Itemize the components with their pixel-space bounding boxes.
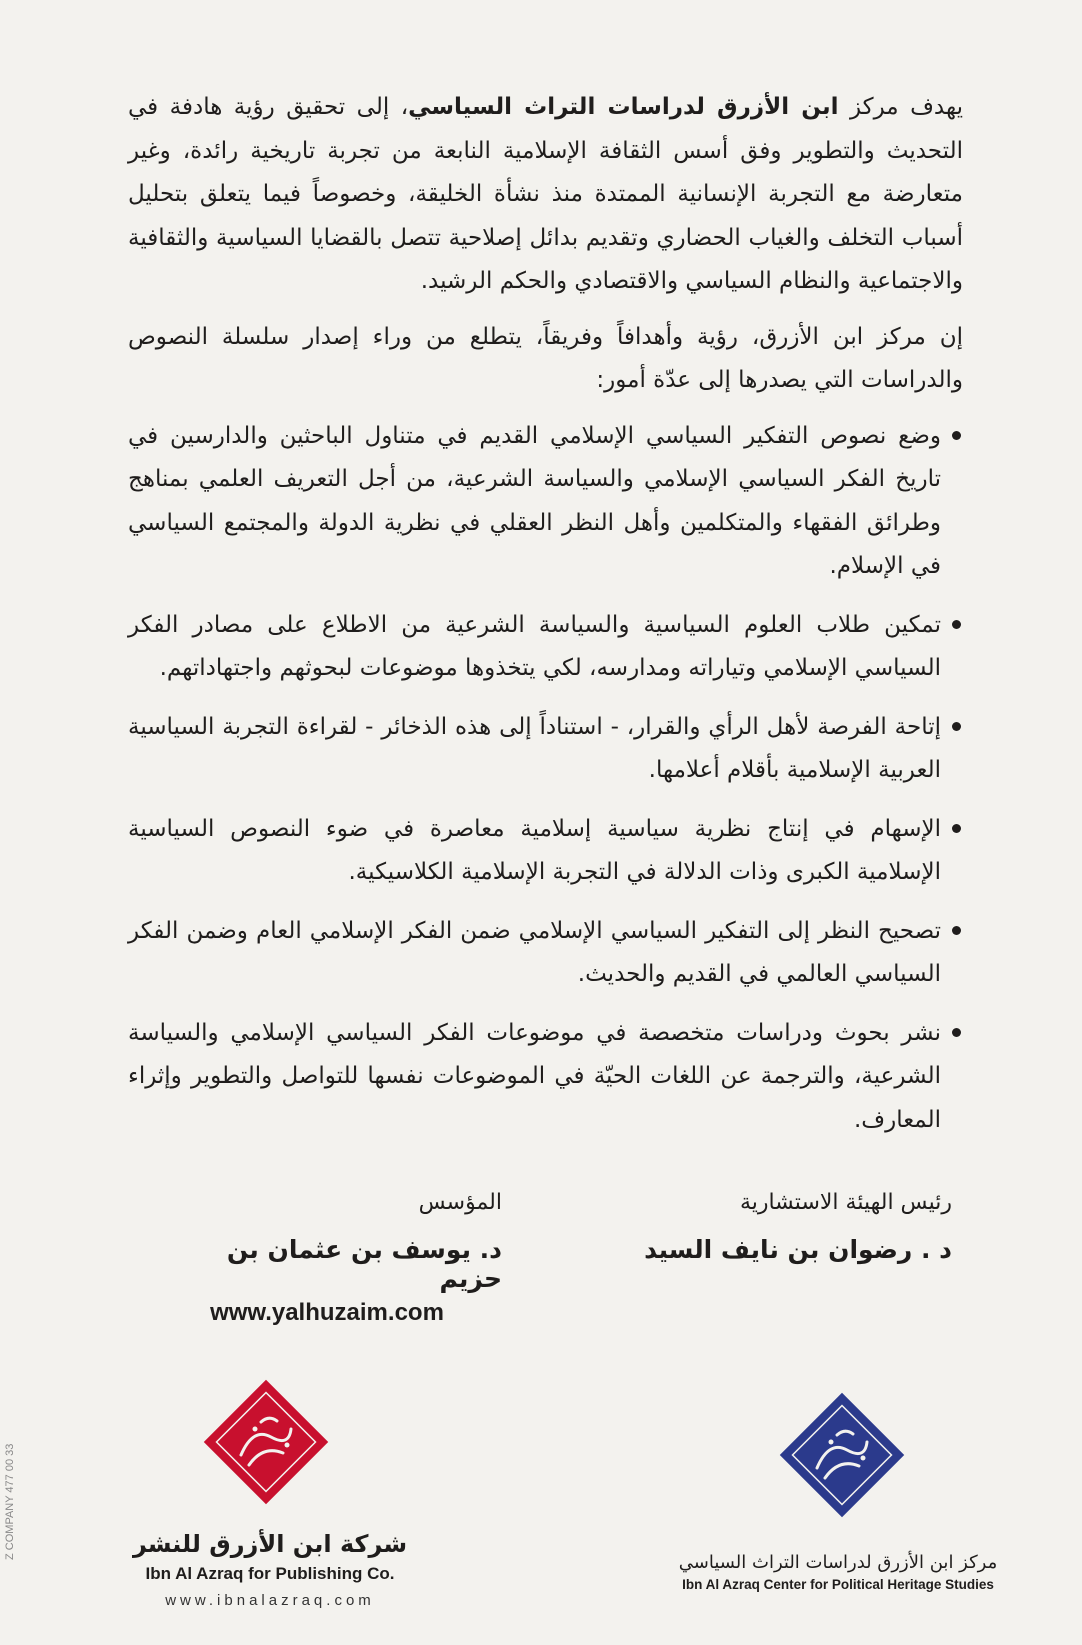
goal-item xyxy=(128,604,963,691)
goal-item xyxy=(128,415,963,589)
goals-list xyxy=(128,415,963,1143)
goal-text: الإسهام في إنتاج نظرية سياسية إسلامية معاصرة في ضوء النصوص السياسية الإسلامية الكبرى وذات الدلالة في التجربة الإسلامية الكلاسيكية. xyxy=(128,815,941,885)
goal-text: نشر بحوث ودراسات متخصصة في موضوعات الفكر السياسي الإسلامي والسياسة الشرعية، والترجمة عن اللغات الحيّة في الموضوعات نفسها للتواصل والتطوير وإثراء المعارف. xyxy=(128,1019,941,1133)
bullet-icon xyxy=(952,620,961,629)
intro-paragraph-2: إن مركز ابن الأزرق، رؤية وأهدافاً وفريقاً، يتطلع من وراء إصدار سلسلة النصوص والدراسات التي يصدرها إلى عدّة أمور: xyxy=(128,323,963,393)
founder-name: د. يوسف بن عثمان بن حزيم xyxy=(226,1235,502,1293)
founder-role: المؤسس xyxy=(418,1190,502,1215)
main-text xyxy=(128,86,963,1157)
bullet-icon xyxy=(952,722,961,731)
publisher-website-link[interactable]: www.ibnalazraq.com xyxy=(165,1592,375,1609)
goal-item xyxy=(128,910,963,997)
center-logo-icon xyxy=(767,1380,917,1530)
founder-website-link[interactable]: www.yalhuzaim.com xyxy=(210,1299,444,1326)
goal-text: إتاحة الفرصة لأهل الرأي والقرار، - استناداً إلى هذه الذخائر - لقراءة التجربة السياسية العربية الإسلامية بأقلام أعلامها. xyxy=(128,713,941,783)
advisory-role: رئيس الهيئة الاستشارية xyxy=(739,1190,952,1215)
center-arabic-name: مركز ابن الأزرق لدراسات التراث السياسي xyxy=(678,1552,998,1573)
logo-diamond xyxy=(204,1380,328,1504)
publisher-block xyxy=(120,1530,420,1609)
center-name-bold: ابن الأزرق لدراسات التراث السياسي xyxy=(408,94,839,120)
bullet-icon xyxy=(952,926,961,935)
intro-p1-rest: ، إلى تحقيق رؤية هادفة في التحديث والتطوير وفق أسس الثقافة الإسلامية النابعة من تجربة تاريخية رائدة، وغير متعارضة مع التجربة الإنسانية الممتدة منذ نشأة الخليقة، وخصوصاً فيما يتعلق بتحليل أسباب التخلف والغياب الحضاري وتقديم بدائل إصلاحية تتصل بالقضايا السياسية والثقافية والاجتماعية والنظام السياسي والاقتصادي والحكم الرشيد. xyxy=(128,94,963,294)
bullet-icon xyxy=(952,824,961,833)
logo-diamond xyxy=(780,1393,904,1517)
advisory-name: د . رضوان بن نايف السيد xyxy=(644,1235,952,1264)
logo-dot xyxy=(285,1443,290,1448)
publisher-english-name: Ibn Al Azraq for Publishing Co. xyxy=(145,1564,395,1583)
intro-p1-start: يهدف مركز xyxy=(838,94,963,120)
goal-item xyxy=(128,706,963,793)
publisher-arabic-name: شركة ابن الأزرق للنشر xyxy=(132,1530,408,1558)
center-english-name: Ibn Al Azraq Center for Political Heritage Studies xyxy=(682,1577,994,1592)
goal-item xyxy=(128,808,963,895)
bullet-icon xyxy=(952,431,961,440)
center-block xyxy=(658,1552,1018,1592)
goal-text: تصحيح النظر إلى التفكير السياسي الإسلامي ضمن الفكر الإسلامي العام وضمن الفكر السياسي العالمي في القديم والحديث. xyxy=(128,917,941,987)
bullet-icon xyxy=(952,1028,961,1037)
founder-signature xyxy=(172,1190,502,1327)
intro-paragraph-1 xyxy=(128,86,963,304)
goal-text: وضع نصوص التفكير السياسي الإسلامي القديم في متناول الباحثين والدارسين في تاريخ الفكر السياسي الإسلامي والسياسة الشرعية، من أجل التعريف العلمي بمناهج وطرائق الفقهاء والمتكلمين وأهل النظر العقلي في نظرية الدولة والمجتمع السياسي في الإسلام. xyxy=(128,422,941,579)
goal-text: تمكين طلاب العلوم السياسية والسياسة الشرعية من الاطلاع على مصادر الفكر السياسي الإسلامي وتياراته ومدارسه، لكي يتخذوها موضوعات لبحوثهم واجتهاداتهم. xyxy=(128,611,941,681)
logo-dot xyxy=(829,1440,834,1445)
logo-dot xyxy=(253,1427,258,1432)
goal-item xyxy=(128,1012,963,1143)
publisher-logo-icon xyxy=(191,1367,341,1517)
vertical-company-code: Z COMPANY 477 00 33 xyxy=(4,1443,16,1560)
advisory-board-signature xyxy=(632,1190,952,1264)
logo-dot xyxy=(861,1456,866,1461)
